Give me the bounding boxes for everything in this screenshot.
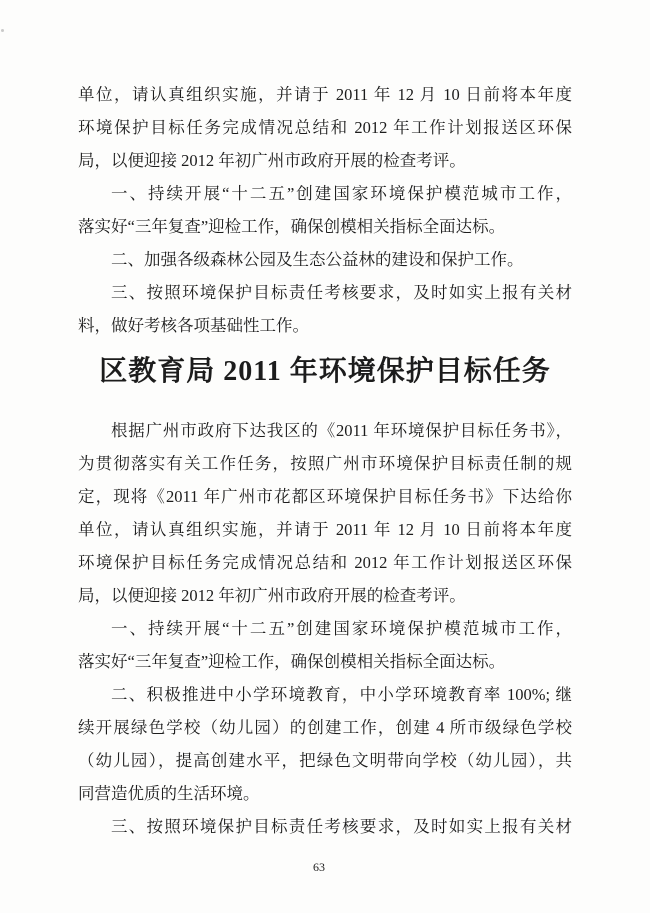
text-line: （幼儿园），提高创建水平，把绿色文明带向学校（幼儿园），共 [78,751,572,770]
text-line: 为贯彻落实有关工作任务，按照广州市环境保护目标责任制的规 [78,454,572,473]
text-line: 落实好“三年复查”迎检工作，确保创模相关指标全面达标。 [78,652,506,671]
text-line: 定，现将《2011 年广州市花都区环境保护目标任务书》下达给你 [78,487,572,506]
continued-section-text [78,78,572,342]
text-line: 根据广州市政府下达我区的《2011 年环境保护目标任务书》， [111,421,572,440]
text-line: 一、持续开展“十二五”创建国家环境保护模范城市工作， [111,184,572,203]
text-line: 环境保护目标任务完成情况总结和 2012 年工作计划报送区环保 [78,118,572,137]
page-number: 63 [313,860,325,874]
scan-artifact-speck [1,29,4,32]
text-line: 局，以便迎接 2012 年初广州市政府开展的检查考评。 [78,151,466,170]
page-content [78,78,572,843]
page-footer [0,858,638,876]
text-line: 环境保护目标任务完成情况总结和 2012 年工作计划报送区环保 [78,553,572,572]
text-line: 单位，请认真组织实施，并请于 2011 年 12 月 10 日前将本年度 [78,520,572,539]
section-title: 区教育局 2011 年环境保护目标任务 [99,356,551,387]
education-bureau-section-text [78,414,572,843]
text-line: 续开展绿色学校（幼儿园）的创建工作，创建 4 所市级绿色学校 [78,718,572,737]
text-line: 一、持续开展“十二五”创建国家环境保护模范城市工作， [111,619,572,638]
text-line: 同营造优质的生活环境。 [78,784,260,803]
text-line: 二、加强各级森林公园及生态公益林的建设和保护工作。 [111,250,524,269]
text-line: 二、积极推进中小学环境教育，中小学环境教育率 100%; 继 [111,685,572,704]
text-line: 落实好“三年复查”迎检工作，确保创模相关指标全面达标。 [78,217,506,236]
text-line: 三、按照环境保护目标责任考核要求，及时如实上报有关材 [111,817,572,836]
text-line: 三、按照环境保护目标责任考核要求，及时如实上报有关材 [111,283,572,302]
text-line: 局，以便迎接 2012 年初广州市政府开展的检查考评。 [78,586,466,605]
text-line: 料，做好考核各项基础性工作。 [78,316,309,335]
text-line: 单位，请认真组织实施，并请于 2011 年 12 月 10 日前将本年度 [78,85,572,104]
